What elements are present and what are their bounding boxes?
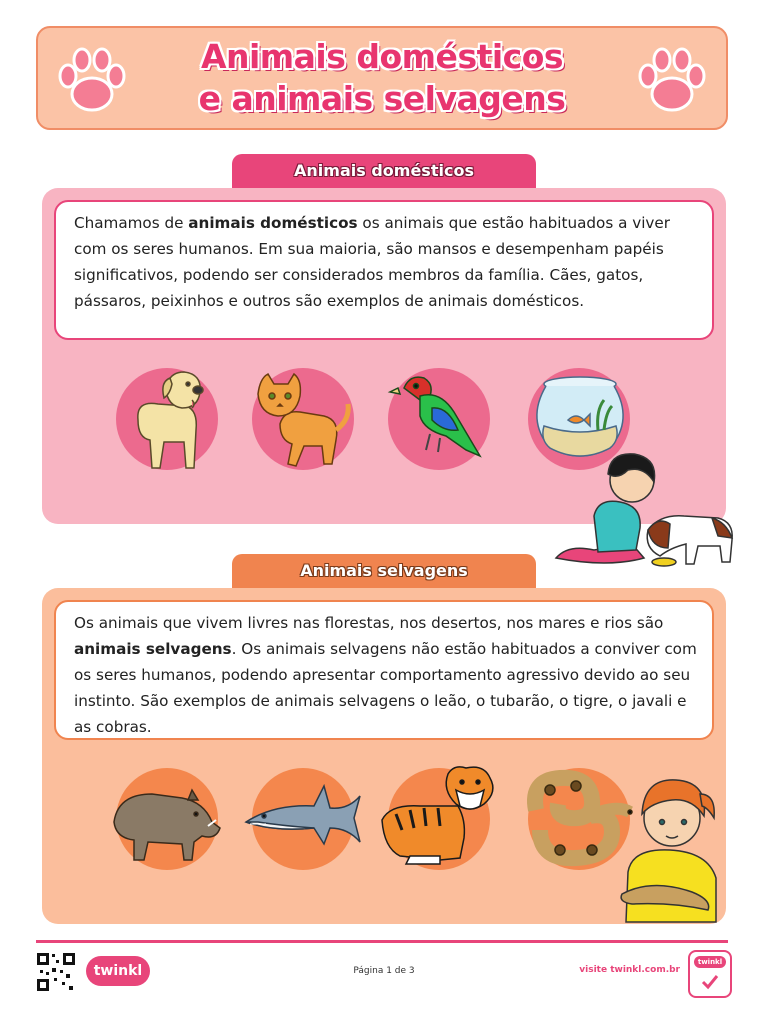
- quality-badge: [688, 950, 732, 998]
- girl-with-snake-illustration: [612, 774, 732, 924]
- shark-image: [252, 768, 354, 870]
- check-icon: [700, 972, 720, 992]
- domestic-text-start: Chamamos de: [74, 214, 189, 232]
- paw-print-icon: [632, 40, 712, 120]
- boy-with-dog-illustration: [548, 452, 740, 572]
- paw-print-icon: [52, 40, 132, 120]
- boar-icon: [108, 760, 226, 878]
- title-banner: [36, 26, 728, 130]
- twinkl-logo[interactable]: twinkl: [86, 956, 150, 986]
- tiger-icon: [380, 760, 498, 878]
- domestic-section-tab: Animais domésticos: [232, 154, 536, 190]
- title-line-1: Animais domésticos: [200, 37, 564, 76]
- wild-text-start: Os animais que vivem livres nas florestas, nos desertos, nos mares e rios são: [74, 614, 664, 632]
- title-line-2: e animais selvagens: [198, 79, 566, 118]
- domestic-text: [54, 200, 714, 340]
- domestic-text-bold: animais domésticos: [188, 214, 358, 232]
- page-number: Página 1 de 3: [353, 966, 415, 976]
- footer-divider: [36, 940, 728, 943]
- wild-text: [54, 600, 714, 740]
- dog-image: [116, 368, 218, 470]
- tiger-image: [388, 768, 490, 870]
- badge-label: twinkl: [694, 956, 726, 968]
- wild-section-tab: Animais selvagens: [232, 554, 536, 590]
- visit-link[interactable]: visite twinkl.com.br: [579, 965, 680, 975]
- shark-icon: [244, 760, 362, 878]
- domestic-text-end: os animais que estão habituados a viver com os seres humanos. Em sua maioria, são mansos e desempenham papéis significativos, podendo ser considerados membros da família. Cães, gatos, pássaros, peixinhos e outros são exemplos de animais domésticos.: [74, 214, 670, 310]
- bird-icon: [380, 360, 498, 478]
- cat-icon: [244, 360, 362, 478]
- cat-image: [252, 368, 354, 470]
- wild-text-bold: animais selvagens: [74, 640, 232, 658]
- wild-text-end: . Os animais selvagens não estão habituados a conviver com os seres humanos, podendo apresentar comportamento agressivo devido ao seu instinto. São exemplos de animais selvagens o leão, o tubarão, o tigre, o javali e as cobras.: [74, 640, 697, 736]
- page-title: [168, 36, 596, 120]
- bird-image: [388, 368, 490, 470]
- boar-image: [116, 768, 218, 870]
- dog-icon: [108, 360, 226, 478]
